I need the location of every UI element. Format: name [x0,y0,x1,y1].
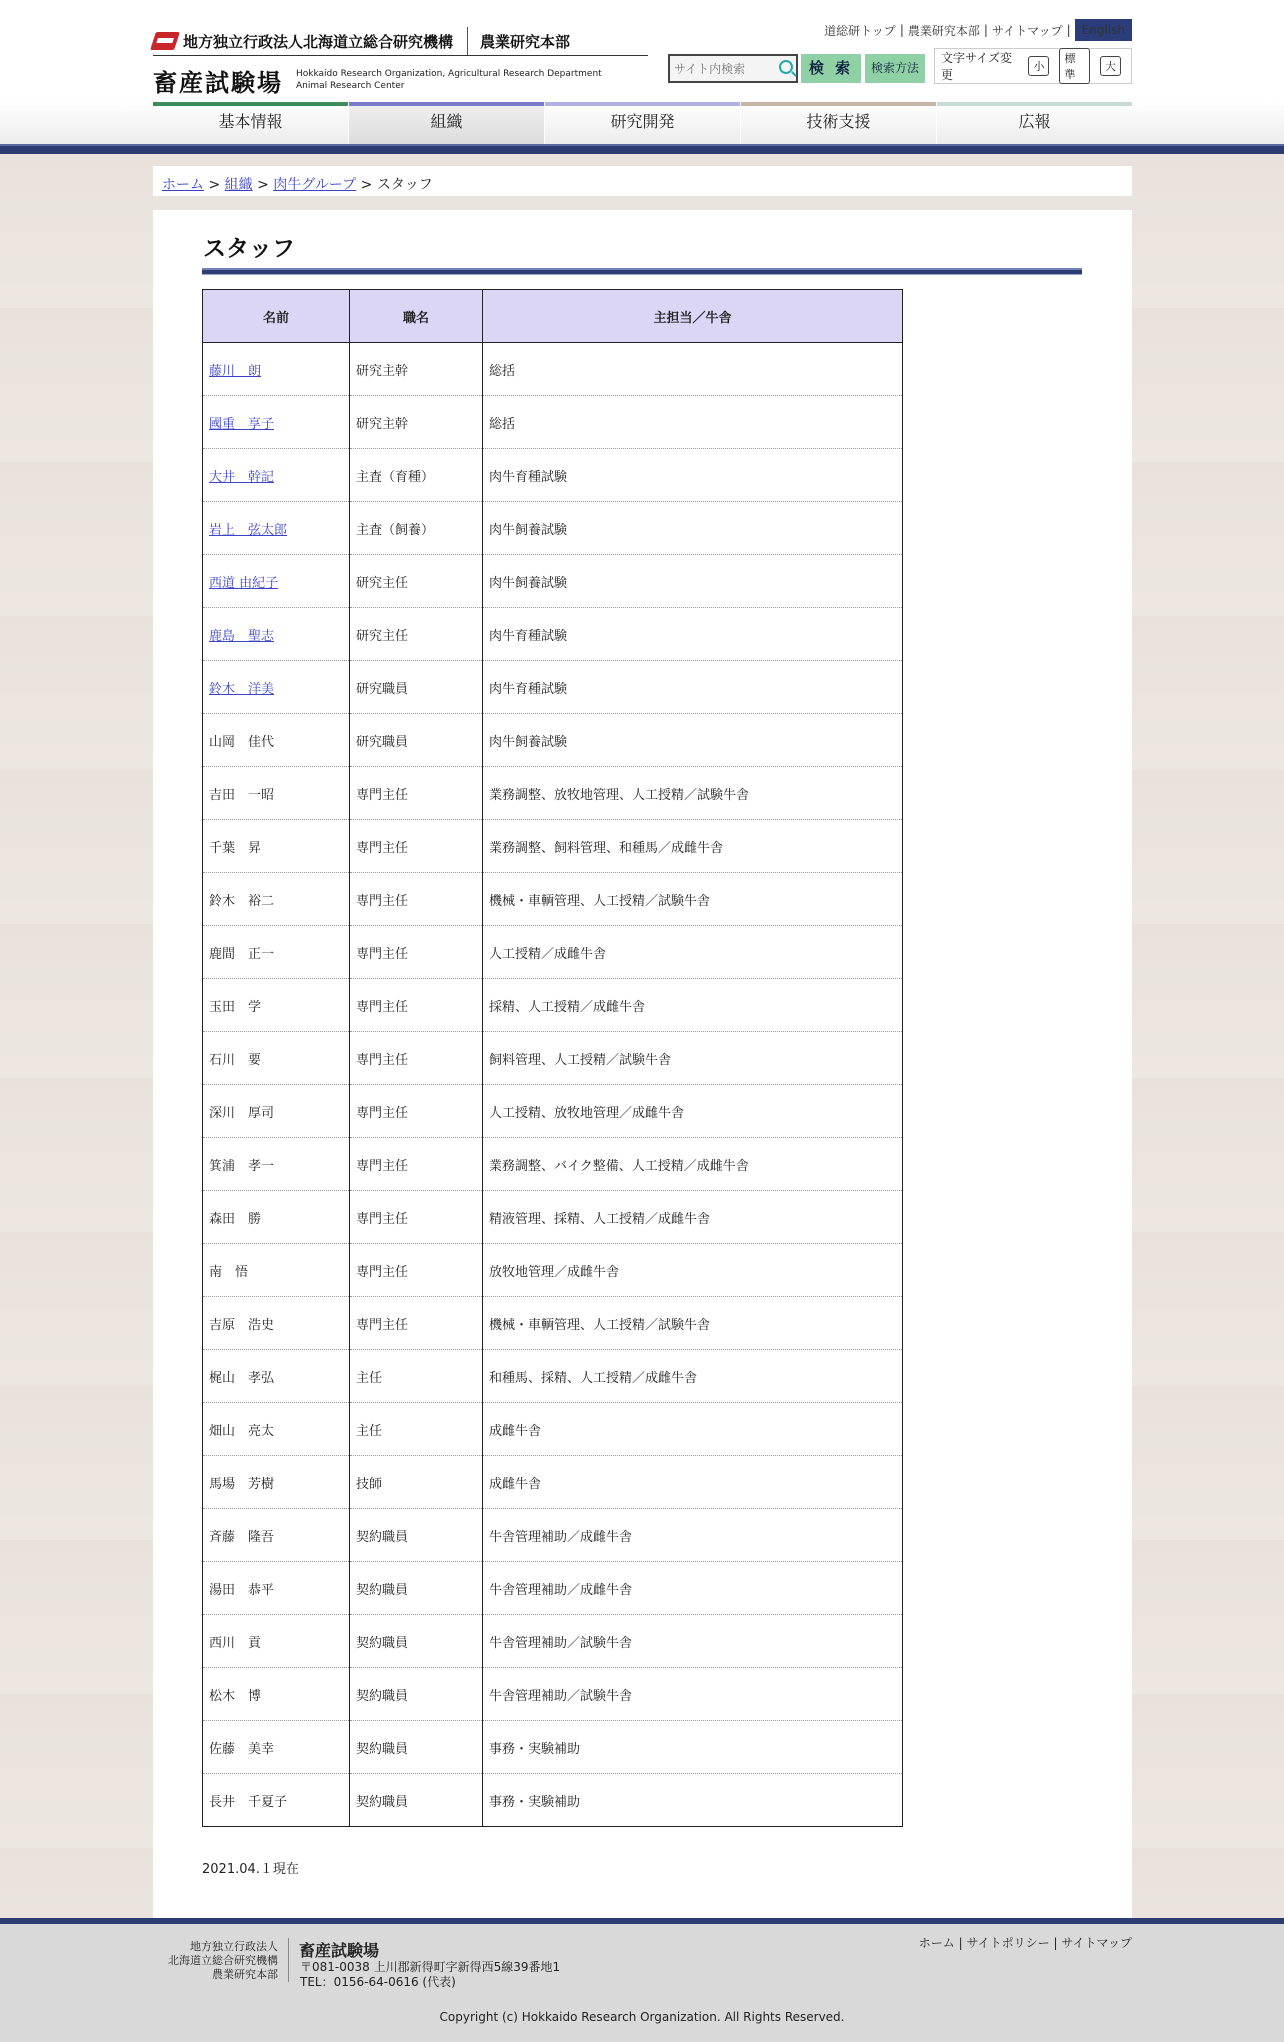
breadcrumb-organization[interactable]: 組織 [224,177,253,193]
logo-divider [153,55,648,56]
staff-duty-cell: 肉牛育種試験 [483,661,903,714]
staff-title-cell: 契約職員 [350,1668,483,1721]
staff-name-link[interactable]: 西道 由紀子 [209,575,279,591]
staff-name-cell: 石川 要 [203,1032,350,1085]
staff-title-cell: 契約職員 [350,1562,483,1615]
breadcrumb-beef-group[interactable]: 肉牛グループ [273,177,357,193]
staff-duty-cell: 肉牛育種試験 [483,449,903,502]
table-row [203,1668,903,1721]
font-size-standard-button[interactable]: 標準 [1059,48,1090,84]
staff-duty-cell: 精液管理、採精、人工授精／成雌牛舎 [483,1191,903,1244]
footer-link-sitemap[interactable]: サイトマップ [1061,1936,1132,1950]
staff-title-cell: 専門主任 [350,1191,483,1244]
breadcrumb-home[interactable]: ホーム [162,177,204,193]
table-row [203,1403,903,1456]
toplink-sitemap[interactable]: サイトマップ [991,23,1063,38]
font-size-switcher [934,48,1132,84]
copyright: Copyright (c) Hokkaido Research Organization. All Rights Reserved. [439,2010,845,2024]
staff-name-cell: 斉藤 隆吾 [203,1509,350,1562]
search-input[interactable] [670,56,796,81]
staff-duty-cell: 牛舎管理補助／成雌牛舎 [483,1562,903,1615]
staff-duty-cell: 牛舎管理補助／成雌牛舎 [483,1509,903,1562]
staff-title-cell: 研究主任 [350,555,483,608]
staff-name-cell [203,502,350,555]
staff-duty-cell: 人工授精、放牧地管理／成雌牛舎 [483,1085,903,1138]
font-size-label: 文字サイズ変更 [941,51,1013,82]
english-button[interactable]: English [1075,19,1132,41]
staff-name-cell: 畑山 亮太 [203,1403,350,1456]
staff-name-cell: 吉田 一昭 [203,767,350,820]
staff-duty-cell: 事務・実験補助 [483,1721,903,1774]
staff-title-cell: 契約職員 [350,1774,483,1827]
nav-underline-bar [0,144,1284,154]
staff-duty-cell: 業務調整、バイク整備、人工授精／成雌牛舎 [483,1138,903,1191]
staff-name-cell: 鈴木 裕二 [203,873,350,926]
footer-address: 〒081-0038 上川郡新得町字新得西5線39番地1 TEL：0156-64-0616 (代表) [300,1960,561,1989]
breadcrumb: ホーム > 組織 > 肉牛グループ > スタッフ [153,166,1132,196]
header [0,0,1284,102]
table-row [203,979,903,1032]
staff-title-cell: 専門主任 [350,1032,483,1085]
table-row [203,449,903,502]
staff-name-cell: 深川 厚司 [203,1085,350,1138]
table-row [203,820,903,873]
staff-duty-cell: 人工授精／成雌牛舎 [483,926,903,979]
table-row [203,396,903,449]
staff-duty-cell: 機械・車輌管理、人工授精／試験牛舎 [483,873,903,926]
footer-site-name: 畜産試験場 [299,1941,380,1960]
staff-name-cell: 西川 貢 [203,1615,350,1668]
table-row [203,926,903,979]
staff-duty-cell: 機械・車輌管理、人工授精／試験牛舎 [483,1297,903,1350]
staff-title-cell: 専門主任 [350,873,483,926]
staff-title-cell: 専門主任 [350,926,483,979]
staff-duty-cell: 総括 [483,343,903,396]
staff-title-cell: 主査（育種） [350,449,483,502]
staff-duty-cell: 飼料管理、人工授精／試験牛舎 [483,1032,903,1085]
staff-name-cell: 馬場 芳樹 [203,1456,350,1509]
table-row [203,1721,903,1774]
table-row [203,1509,903,1562]
dept-name: 農業研究本部 [480,32,571,51]
staff-name-cell: 山岡 佳代 [203,714,350,767]
staff-name-cell: 梶山 孝弘 [203,1350,350,1403]
staff-title-cell: 主任 [350,1403,483,1456]
table-header-row [203,290,903,343]
footer-link-site-policy[interactable]: サイトポリシー [966,1936,1050,1950]
staff-name-cell: 松木 博 [203,1668,350,1721]
hro-logo-icon [150,32,180,50]
table-row [203,714,903,767]
site-english-name: Hokkaido Research Organization, Agricultural Research Department Animal Research Center [296,69,602,91]
staff-name-cell [203,608,350,661]
staff-name-cell [203,449,350,502]
font-size-small-button[interactable]: 小 [1028,56,1049,76]
staff-title-cell: 研究職員 [350,714,483,767]
staff-name-cell: 南 悟 [203,1244,350,1297]
staff-duty-cell: 成雌牛舎 [483,1456,903,1509]
column-header-duty: 主担当／牛舎 [483,290,903,343]
staff-name-cell: 玉田 学 [203,979,350,1032]
table-row [203,502,903,555]
staff-title-cell: 技師 [350,1456,483,1509]
top-links: 道総研トップ | 農業研究本部 | サイトマップ | English [824,19,1132,41]
staff-table-body [203,343,903,1827]
nav-item-tech-support[interactable]: 技術支援 [740,102,936,144]
staff-name-cell: 佐藤 美幸 [203,1721,350,1774]
table-row [203,1456,903,1509]
table-row [203,1350,903,1403]
staff-name-cell [203,555,350,608]
staff-duty-cell: 肉牛飼養試験 [483,555,903,608]
staff-title-cell: 専門主任 [350,820,483,873]
nav-item-public-relations[interactable]: 広報 [936,102,1132,144]
staff-name-link[interactable]: 國重 享子 [209,416,275,432]
staff-title-cell: 専門主任 [350,1138,483,1191]
org-logo[interactable] [153,27,570,55]
table-row [203,873,903,926]
nav-item-basic-info[interactable]: 基本情報 [153,102,348,144]
staff-name-cell [203,396,350,449]
staff-title-cell: 契約職員 [350,1721,483,1774]
staff-title-cell: 専門主任 [350,767,483,820]
staff-duty-cell: 牛舎管理補助／試験牛舎 [483,1668,903,1721]
staff-name-cell: 長井 千夏子 [203,1774,350,1827]
page-title: スタッフ [203,236,295,262]
staff-duty-cell: 肉牛飼養試験 [483,502,903,555]
staff-title-cell: 専門主任 [350,1085,483,1138]
staff-duty-cell: 業務調整、放牧地管理、人工授精／試験牛舎 [483,767,903,820]
staff-name-link[interactable]: 鹿島 聖志 [209,628,275,644]
staff-duty-cell: 牛舎管理補助／試験牛舎 [483,1615,903,1668]
table-row [203,343,903,396]
footer-link-home[interactable]: ホーム [918,1936,955,1950]
staff-name-cell: 鹿間 正一 [203,926,350,979]
staff-name-link[interactable]: 大井 幹記 [209,469,275,485]
table-row [203,767,903,820]
search-icon [779,60,793,74]
staff-name-cell [203,661,350,714]
global-nav [0,102,1284,144]
search-box [668,54,798,83]
staff-duty-cell: 業務調整、飼料管理、和種馬／成雌牛舎 [483,820,903,873]
site-name[interactable]: 畜産試験場 [153,69,283,97]
staff-title-cell: 研究職員 [350,661,483,714]
table-row [203,1615,903,1668]
staff-title-cell: 契約職員 [350,1509,483,1562]
main-content [153,210,1132,1920]
staff-name-link[interactable]: 鈴木 洋美 [209,681,275,697]
column-header-name: 名前 [203,290,350,343]
as-of-date: 2021.04.１現在 [202,1862,299,1877]
staff-duty-cell: 肉牛飼養試験 [483,714,903,767]
table-row [203,608,903,661]
table-row [203,1297,903,1350]
staff-title-cell: 研究主幹 [350,343,483,396]
staff-name-link[interactable]: 藤川 朗 [209,363,262,379]
staff-duty-cell: 放牧地管理／成雌牛舎 [483,1244,903,1297]
title-underline [202,268,1082,275]
table-row [203,1138,903,1191]
column-header-title: 職名 [350,290,483,343]
staff-title-cell: 研究主任 [350,608,483,661]
staff-duty-cell: 肉牛育種試験 [483,608,903,661]
table-row [203,1191,903,1244]
staff-title-cell: 主査（飼養） [350,502,483,555]
footer [0,1918,1284,2042]
breadcrumb-current: スタッフ [376,177,433,193]
toplink-agri-dept[interactable]: 農業研究本部 [907,23,980,38]
staff-name-cell: 吉原 浩史 [203,1297,350,1350]
table-row [203,555,903,608]
footer-links: ホーム | サイトポリシー | サイトマップ [918,1936,1132,1950]
font-size-large-button[interactable]: 大 [1100,56,1121,76]
table-row [203,1774,903,1827]
table-row [203,1085,903,1138]
org-name: 地方独立行政法人北海道立総合研究機構 [183,32,454,51]
staff-title-cell: 契約職員 [350,1615,483,1668]
staff-table [202,289,903,1827]
staff-name-cell: 湯田 恭平 [203,1562,350,1615]
staff-title-cell: 研究主幹 [350,396,483,449]
staff-duty-cell: 総括 [483,396,903,449]
staff-duty-cell: 和種馬、採精、人工授精／成雌牛舎 [483,1350,903,1403]
staff-name-cell: 千葉 昇 [203,820,350,873]
footer-org-logo: 地方独立行政法人 北海道立総合研究機構 農業研究本部 [168,1940,278,1981]
staff-name-cell: 箕浦 孝一 [203,1138,350,1191]
staff-name-cell [203,343,350,396]
table-row [203,661,903,714]
staff-title-cell: 専門主任 [350,1244,483,1297]
staff-title-cell: 専門主任 [350,1297,483,1350]
nav-item-research[interactable]: 研究開発 [544,102,740,144]
staff-duty-cell: 採精、人工授精／成雌牛舎 [483,979,903,1032]
staff-title-cell: 主任 [350,1350,483,1403]
toplink-hro-top[interactable]: 道総研トップ [824,23,896,38]
staff-duty-cell: 事務・実験補助 [483,1774,903,1827]
table-row [203,1032,903,1085]
search-help-button[interactable]: 検索方法 [865,54,925,83]
table-row [203,1562,903,1615]
staff-duty-cell: 成雌牛舎 [483,1403,903,1456]
staff-name-cell: 森田 勝 [203,1191,350,1244]
staff-title-cell: 専門主任 [350,979,483,1032]
staff-name-link[interactable]: 岩上 弦太郎 [209,522,288,538]
nav-item-organization[interactable]: 組織 [348,102,544,144]
table-row [203,1244,903,1297]
search-button[interactable]: 検 索 [801,54,861,83]
